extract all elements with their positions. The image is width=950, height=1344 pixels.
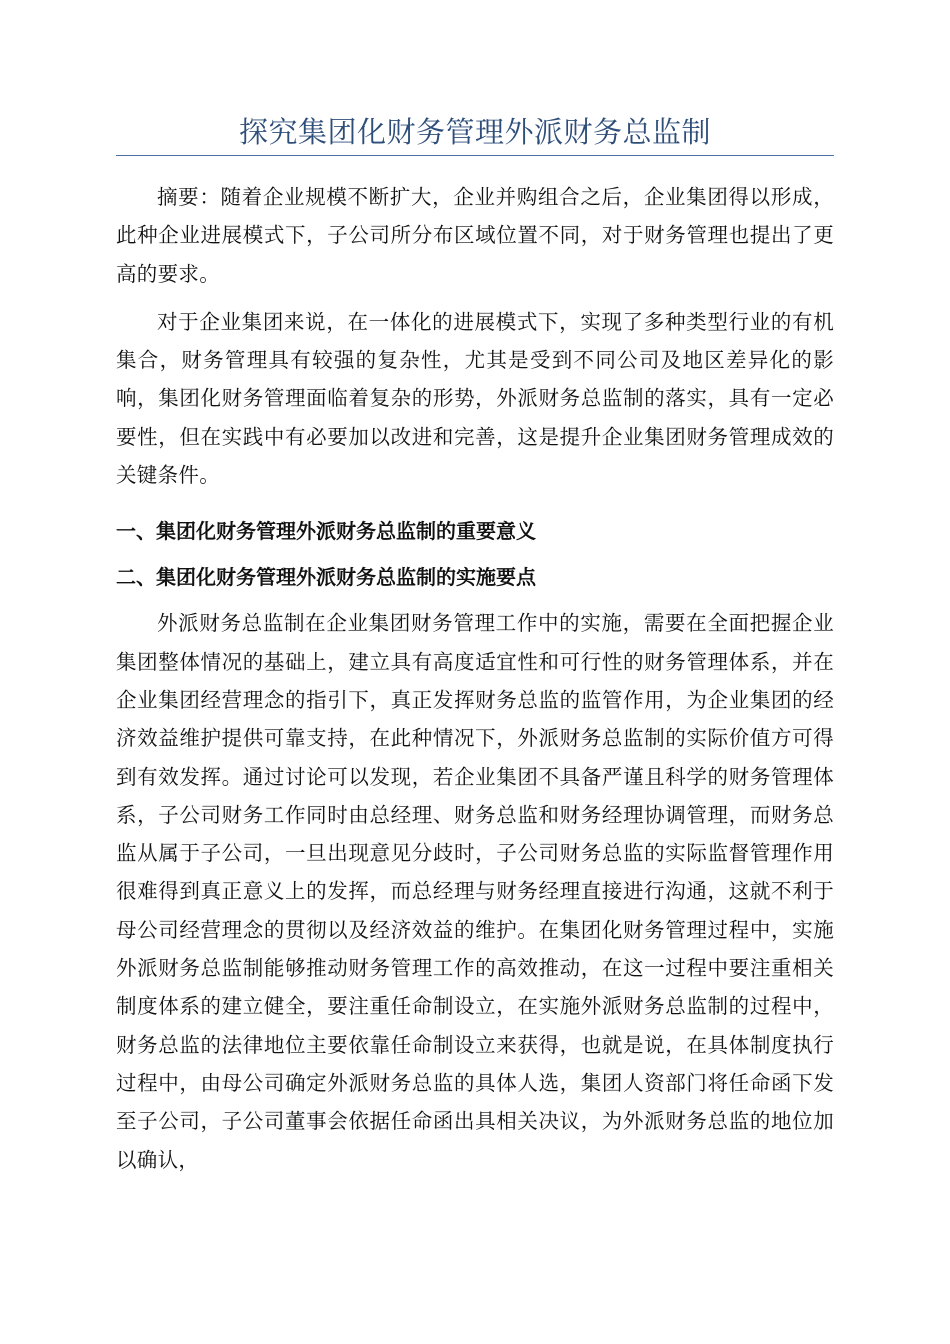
document-content — [116, 110, 834, 1189]
section-heading-1: 一、集团化财务管理外派财务总监制的重要意义 — [116, 519, 536, 544]
abstract-paragraph: 摘要：随着企业规模不断扩大，企业并购组合之后，企业集团得以形成，此种企业进展模式下，子公司所分布区域位置不同，对于财务管理也提出了更高的要求。 — [116, 185, 834, 286]
intro-paragraph: 对于企业集团来说，在一体化的进展模式下，实现了多种类型行业的有机集合，财务管理具有较强的复杂性，尤其是受到不同公司及地区差异化的影响，集团化财务管理面临着复杂的形势，外派财务总监制的落实，具有一定必要性，但在实践中有必要加以改进和完善，这是提升企业集团财务管理成效的关键条件。 — [116, 309, 834, 488]
section-heading-2: 二、集团化财务管理外派财务总监制的实施要点 — [116, 565, 536, 590]
body-paragraph: 外派财务总监制在企业集团财务管理工作中的实施，需要在全面把握企业集团整体情况的基础上，建立具有高度适宜性和可行性的财务管理体系，并在企业集团经营理念的指引下，真正发挥财务总监的监管作用，为企业集团的经济效益维护提供可靠支持，在此种情况下，外派财务总监制的实际价值方可得到有效发挥。通过讨论可以发现，若企业集团不具备严谨且科学的财务管理体系，子公司财务工作同时由总经理、财务总监和财务经理协调管理，而财务总监从属于子公司，一旦出现意见分歧时，子公司财务总监的实际监督管理作用很难得到真正意义上的发挥，而总经理与财务经理直接进行沟通，这就不利于母公司经营理念的贯彻以及经济效益的维护。在集团化财务管理过程中，实施外派财务总监制能够推动财务管理工作的高效推动，在这一过程中要注重相关制度体系的建立健全，要注重任命制设立，在实施外派财务总监制的过程中，财务总监的法律地位主要依靠任命制设立来获得，也就是说，在具体制度执行过程中，由母公司确定外派财务总监的具体人选，集团人资部门将任命函下发至子公司，子公司董事会依据任命函出具相关决议，为外派财务总监的地位加以确认， — [116, 611, 834, 1172]
document-title: 探究集团化财务管理外派财务总监制 — [238, 115, 711, 149]
title-underline — [116, 155, 834, 156]
